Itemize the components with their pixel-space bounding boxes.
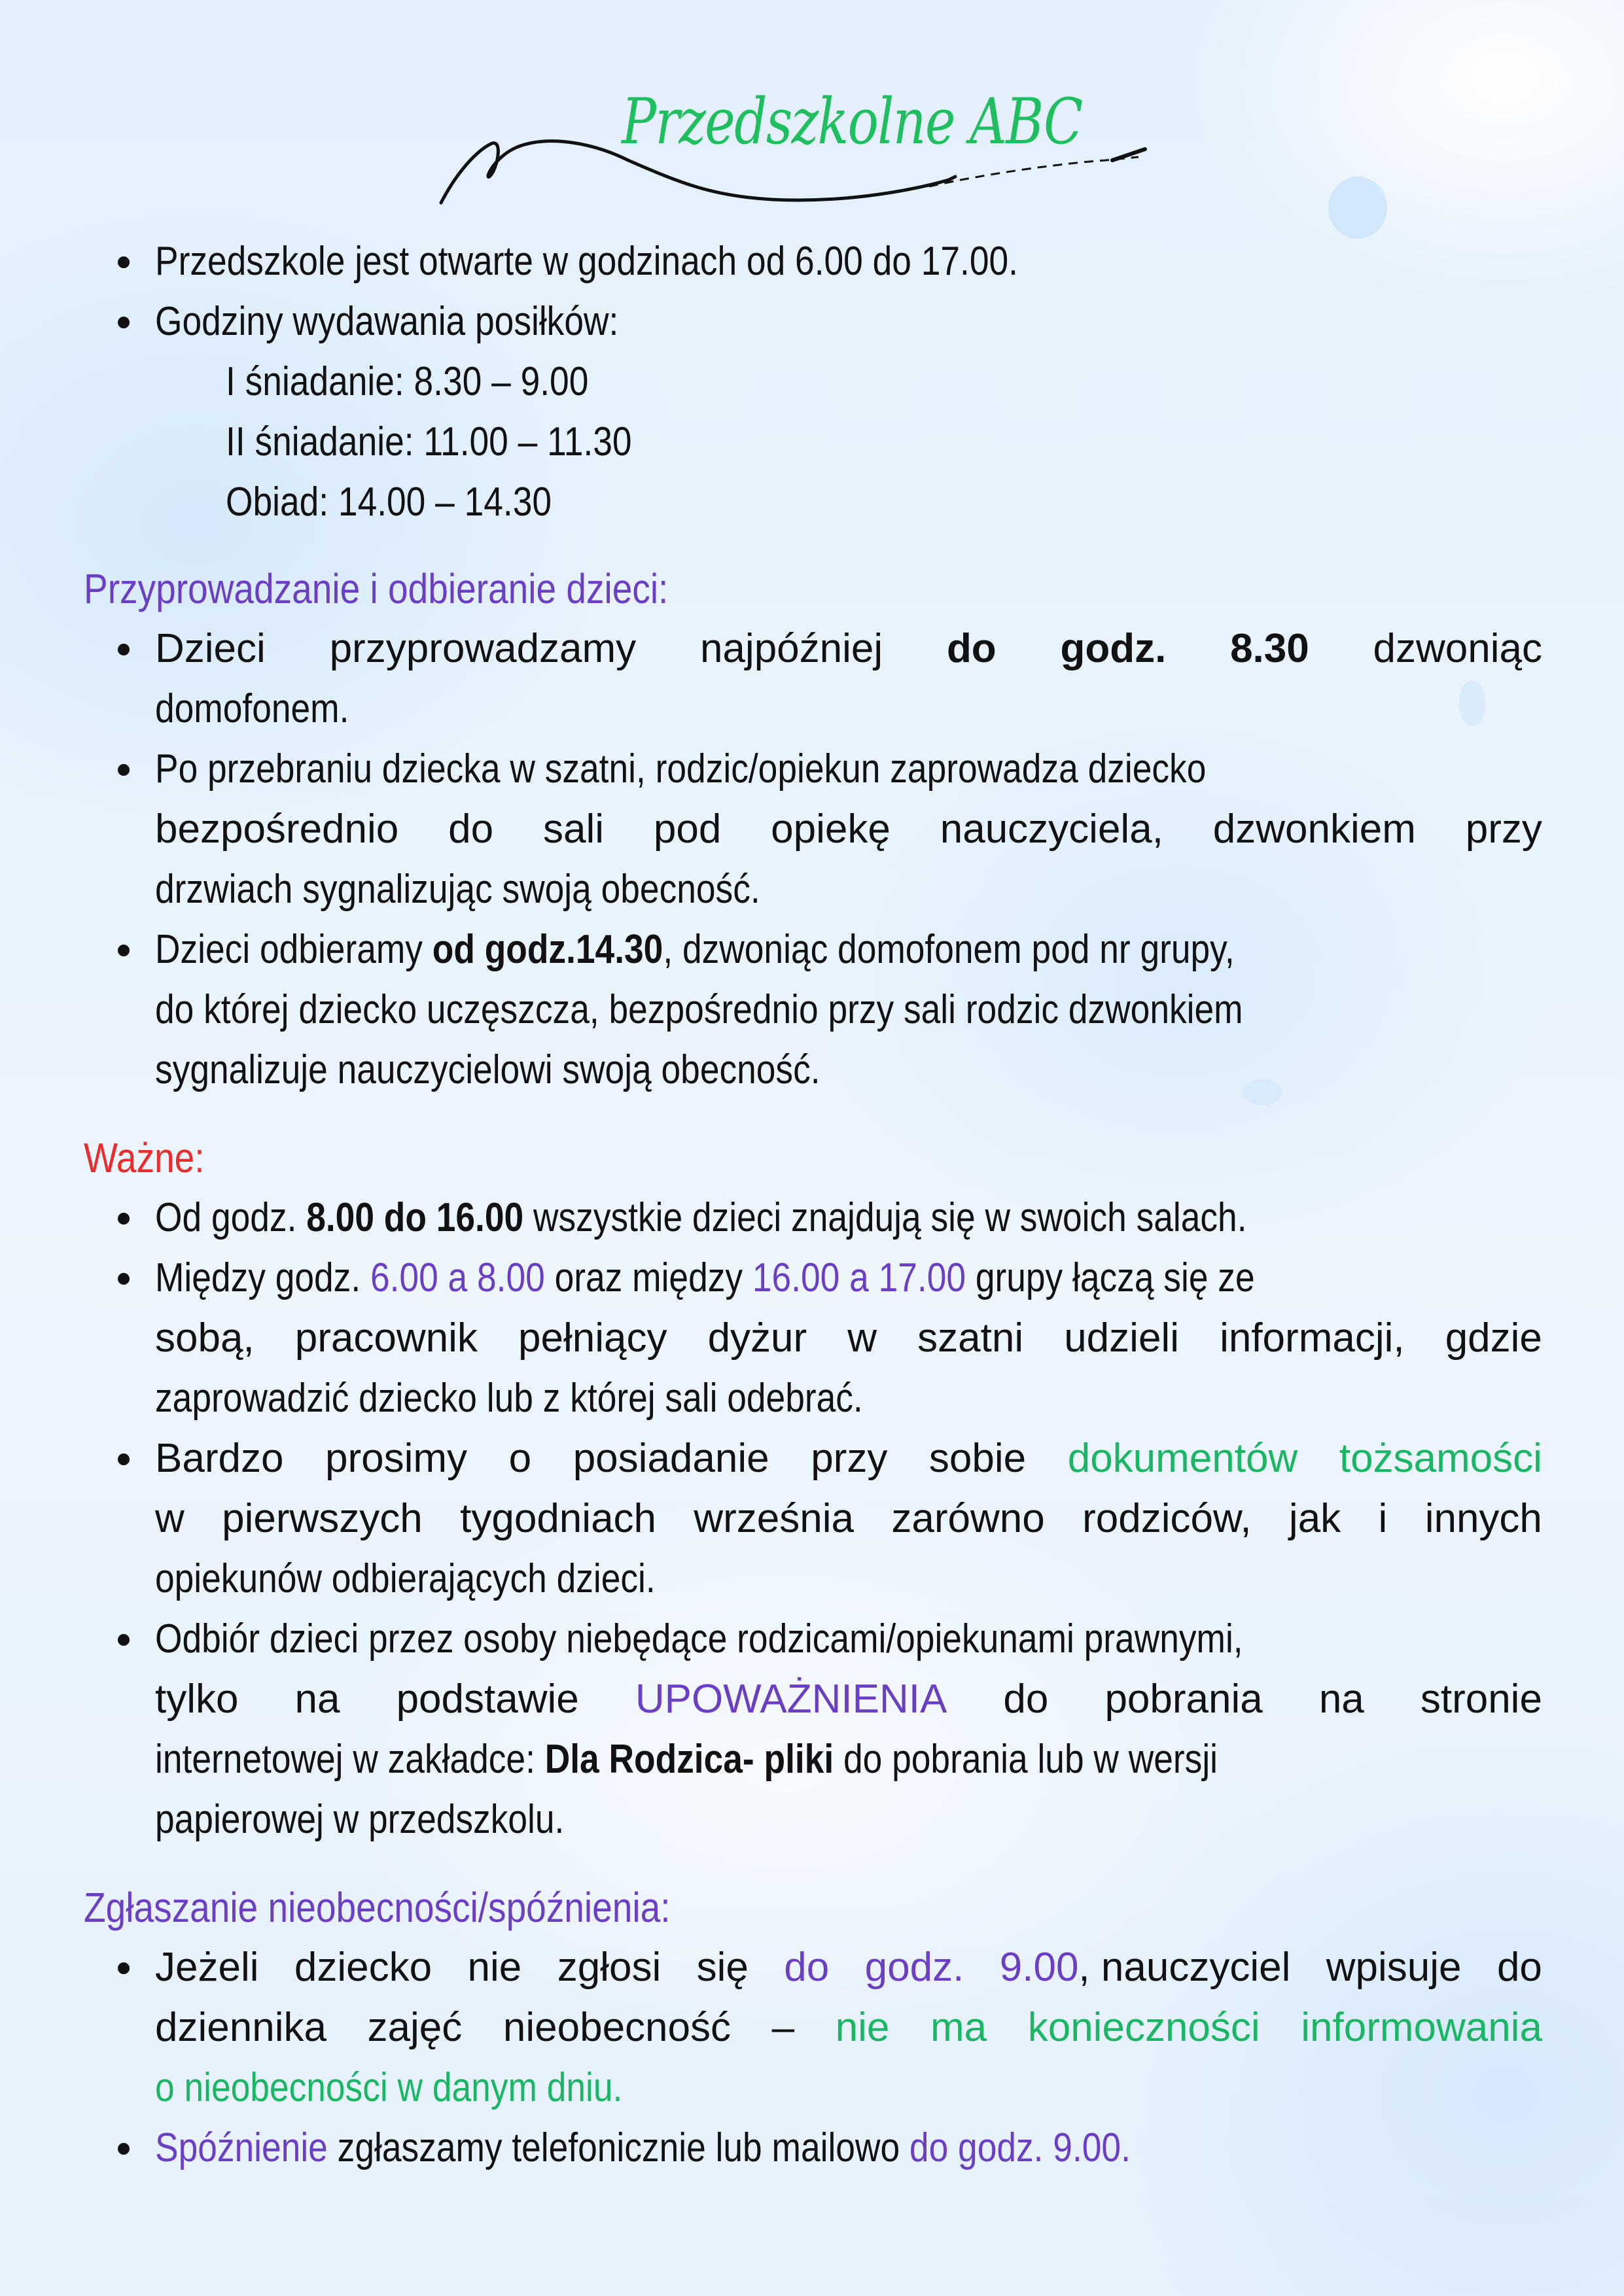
documents-line-3: opiekunów odbierających dzieci. [155, 1556, 656, 1601]
text: Dzieci odbieramy [155, 927, 432, 972]
intro-item-meals: Godziny wydawania posiłków: [155, 299, 619, 344]
word: udzieli [1064, 1315, 1179, 1361]
bold-time: od godz.14.30 [432, 927, 663, 972]
intro-item-hours: Przedszkole jest otwarte w godzinach od 6.00 do 17.00. [155, 239, 1018, 284]
word: pierwszych [222, 1496, 423, 1541]
word: tylko [155, 1677, 239, 1722]
word: pod [653, 807, 722, 852]
background-blot [1459, 680, 1485, 726]
absence-line-2 [155, 2002, 1542, 2054]
word: , nauczyciel [1078, 1945, 1291, 1990]
highlight-time-group [1000, 1941, 1291, 1994]
highlight-word: nie [835, 2005, 890, 2050]
authorization-line-3 [155, 1733, 1218, 1786]
bold-word: godz. [1060, 626, 1167, 671]
text: Od godz. [155, 1195, 307, 1240]
late-arrival-line [155, 2122, 1131, 2174]
bold-tab-name: Dla Rodzica- pliki [544, 1737, 834, 1782]
bullet-icon [118, 644, 130, 655]
section-heading-absence: Zgłaszanie nieobecności/spóźnienia: [84, 1884, 671, 1931]
title-block [432, 72, 1165, 222]
dropoff-line-1 [155, 623, 1542, 675]
highlight-word: Spóźnienie [155, 2125, 328, 2170]
bullet-icon [118, 2143, 130, 2155]
word: gdzie [1445, 1315, 1542, 1361]
word: i [1378, 1496, 1388, 1541]
word: wpisuje [1326, 1945, 1462, 1990]
word: o [508, 1436, 532, 1481]
word: Bardzo [155, 1436, 284, 1481]
word: dzwonkiem [1212, 807, 1416, 852]
bullet-icon [118, 764, 130, 776]
word: do [1003, 1677, 1049, 1722]
word: do [1496, 1945, 1542, 1990]
bold-word: do [946, 626, 997, 671]
word: najpóźniej [699, 626, 883, 671]
pickup-line-3: sygnalizuje nauczycielowi swoją obecność. [155, 1047, 821, 1092]
highlight-time: do godz. 9.00. [909, 2125, 1131, 2170]
documents-line-2 [155, 1493, 1542, 1545]
highlight-time: 6.00 a 8.00 [370, 1255, 545, 1300]
changing-line-1: Po przebraniu dziecka w szatni, rodzic/opiekun zaprowadza dziecko [155, 746, 1207, 791]
word: Dzieci [155, 626, 266, 671]
bullet-icon [118, 1634, 130, 1646]
text: Między godz. [155, 1255, 370, 1300]
word: rodziców, [1082, 1496, 1252, 1541]
word: na [294, 1677, 340, 1722]
word: opiekę [771, 807, 891, 852]
word: posiadanie [573, 1436, 769, 1481]
page-title: Przedszkolne ABC [622, 85, 1082, 158]
section-heading-dropoff-pickup: Przyprowadzanie i odbieranie dzieci: [84, 565, 669, 612]
section-heading-important: Ważne: [84, 1134, 205, 1181]
authorization-line-2 [155, 1673, 1542, 1726]
word: nie [467, 1945, 522, 1990]
word: podstawie [396, 1677, 579, 1722]
word: tygodniach [460, 1496, 657, 1541]
word: pobrania [1104, 1677, 1263, 1722]
highlight-word: informowania [1301, 2005, 1542, 2050]
absence-line-1 [155, 1941, 1542, 1994]
dropoff-line-2: domofonem. [155, 686, 349, 731]
absence-line-3: o nieobecności w danym dniu. [155, 2065, 623, 2110]
word: nauczyciela, [940, 807, 1163, 852]
text: grupy łączą się ze [966, 1255, 1255, 1300]
authorization-line-4: papierowej w przedszkolu. [155, 1797, 565, 1842]
bullet-icon [118, 256, 130, 268]
word: innych [1424, 1496, 1542, 1541]
documents-line-1 [155, 1433, 1542, 1485]
highlight-time: 16.00 a 17.00 [752, 1255, 966, 1300]
changing-line-3: drzwiach sygnalizując swoją obecność. [155, 867, 760, 912]
text: internetowej w zakładce: [155, 1737, 545, 1782]
text: wszystkie dzieci znajdują się w swoich salach. [523, 1195, 1247, 1240]
changing-line-2 [155, 803, 1542, 856]
word: dzwoniąc [1373, 626, 1542, 671]
word: pracownik [294, 1315, 478, 1361]
word: sobą, [155, 1315, 255, 1361]
highlight-time: 9.00 [999, 1945, 1079, 1990]
word: przy [811, 1436, 888, 1481]
meal-breakfast-2: II śniadanie: 11.00 – 11.30 [226, 419, 632, 464]
word: zajęć [367, 2005, 463, 2050]
word: dziecko [294, 1945, 432, 1990]
text: , dzwoniąc domofonem pod nr grupy, [663, 927, 1235, 972]
merge-line-2 [155, 1312, 1542, 1365]
bullet-icon [118, 317, 130, 328]
word: zgłosi [557, 1945, 662, 1990]
word: na [1318, 1677, 1364, 1722]
important-line-1 [155, 1192, 1247, 1244]
bullet-icon [118, 1962, 130, 1974]
word: – [771, 2005, 795, 2050]
word: pełniący [518, 1315, 667, 1361]
merge-line-3: zaprowadzić dziecko lub z której sali odebrać. [155, 1376, 863, 1421]
pickup-line-2: do której dziecko uczęszcza, bezpośrednio przy sali rodzic dzwonkiem [155, 987, 1243, 1032]
word: nieobecność [503, 2005, 732, 2050]
word: dziennika [155, 2005, 327, 2050]
highlight-word: dokumentów [1067, 1436, 1298, 1481]
word: informacji, [1220, 1315, 1405, 1361]
word: września [694, 1496, 855, 1541]
text: zgłaszamy telefonicznie lub mailowo [327, 2125, 909, 2170]
bold-time: 8.30 [1230, 626, 1309, 671]
highlight-word: ma [930, 2005, 987, 2050]
background-blot [1328, 177, 1387, 239]
word: stronie [1420, 1677, 1542, 1722]
word: dyżur [707, 1315, 807, 1361]
highlight-authorization: UPOWAŻNIENIA [635, 1677, 947, 1722]
bullet-icon [118, 945, 130, 956]
meal-breakfast-1: I śniadanie: 8.30 – 9.00 [226, 359, 589, 404]
meal-lunch: Obiad: 14.00 – 14.30 [226, 479, 552, 525]
word: przyprowadzamy [329, 626, 637, 671]
bold-time: 8.00 do 16.00 [306, 1195, 524, 1240]
pickup-line-1 [155, 924, 1235, 976]
word: się [696, 1945, 749, 1990]
bullet-icon [118, 1453, 130, 1465]
word: przy [1465, 807, 1542, 852]
word: jak [1288, 1496, 1341, 1541]
highlight-word: do [784, 1945, 830, 1990]
word: sali [542, 807, 604, 852]
word: zarówno [891, 1496, 1045, 1541]
word: prosimy [325, 1436, 468, 1481]
bullet-icon [118, 1273, 130, 1285]
background-blot [1243, 1079, 1282, 1105]
word: szatni [917, 1315, 1024, 1361]
highlight-word: konieczności [1027, 2005, 1260, 2050]
authorization-line-1: Odbiór dzieci przez osoby niebędące rodzicami/opiekunami prawnymi, [155, 1616, 1243, 1661]
word: sobie [928, 1436, 1027, 1481]
highlight-word: godz. [864, 1945, 964, 1990]
word: w [155, 1496, 185, 1541]
highlight-word: tożsamości [1339, 1436, 1542, 1481]
word: bezpośrednio [155, 807, 399, 852]
word: do [448, 807, 494, 852]
word: Jeżeli [155, 1945, 259, 1990]
merge-line-1 [155, 1252, 1255, 1304]
bullet-icon [118, 1213, 130, 1225]
word: w [847, 1315, 877, 1361]
text: oraz między [544, 1255, 752, 1300]
text: do pobrania lub w wersji [834, 1737, 1218, 1782]
